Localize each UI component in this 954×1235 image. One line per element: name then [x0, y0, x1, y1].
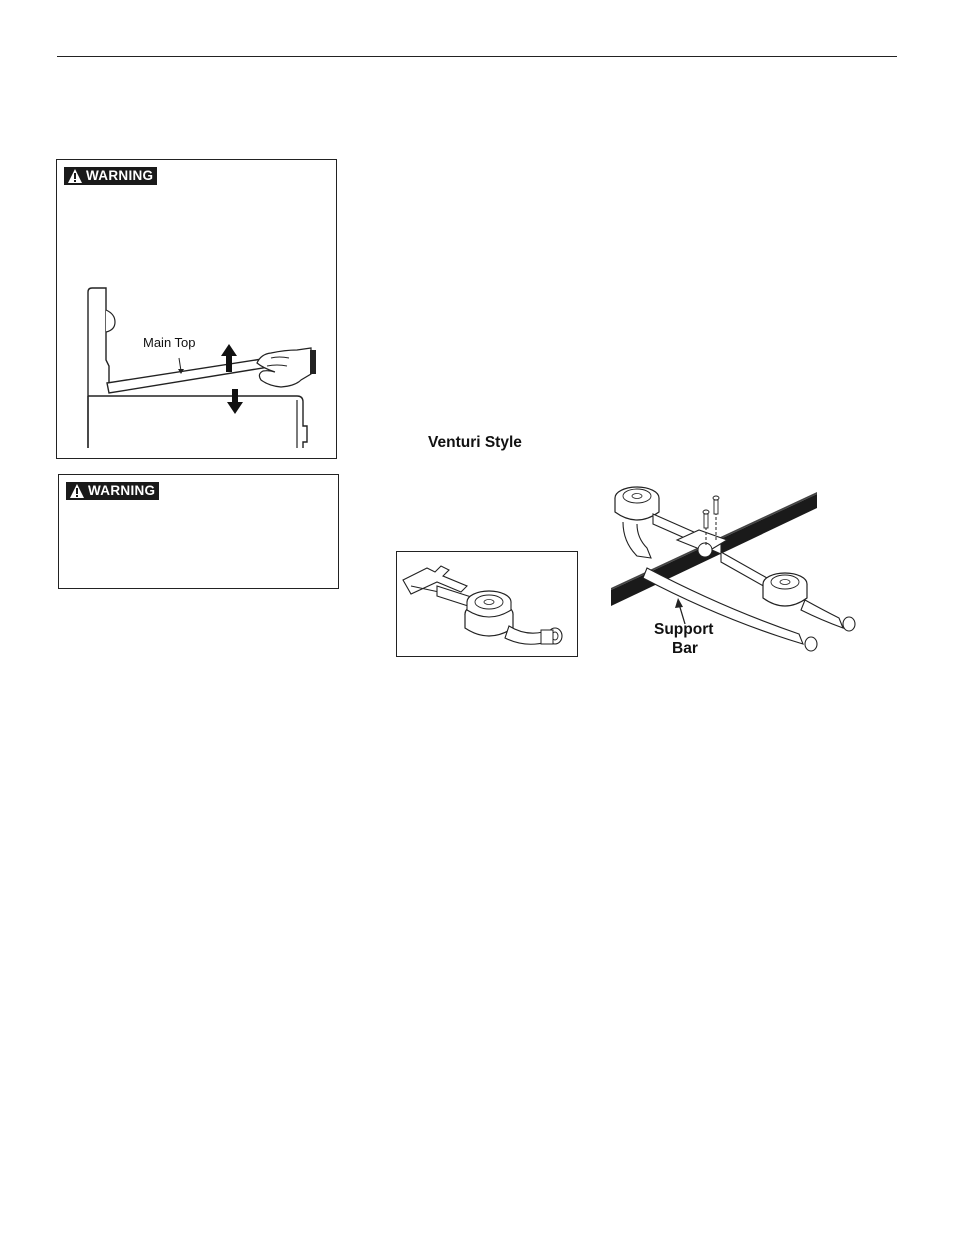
warning-label: WARNING: [86, 168, 154, 183]
main-top-label: Main Top: [143, 335, 196, 350]
single-burner-illustration: [397, 552, 579, 658]
support-bar-label-line1: Support: [654, 621, 714, 638]
venturi-style-title: Venturi Style: [428, 434, 522, 451]
warning-box-2: [58, 474, 339, 589]
main-top-illustration: [57, 160, 338, 460]
header-rule: [57, 56, 897, 57]
warning-box-main-top: [56, 159, 337, 459]
warning-badge: [66, 482, 159, 500]
warning-label: WARNING: [88, 483, 156, 498]
support-bar-label-line2: Bar: [672, 640, 698, 657]
dual-burner-support-bar-illustration: [603, 478, 863, 668]
warning-triangle-icon: [69, 483, 85, 499]
single-burner-inset: [396, 551, 578, 657]
